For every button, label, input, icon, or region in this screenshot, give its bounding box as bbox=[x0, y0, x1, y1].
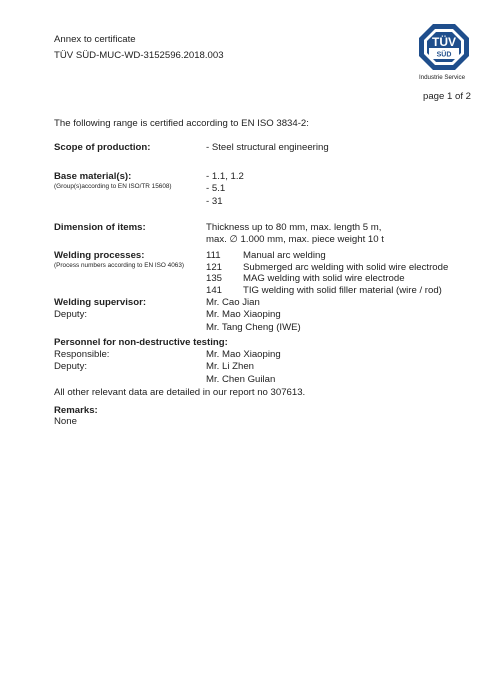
tuv-octagon-icon bbox=[419, 24, 469, 70]
base-material-values bbox=[206, 171, 244, 208]
process-code: 135 bbox=[206, 273, 223, 285]
base-material-item: - 31 bbox=[206, 195, 223, 207]
welding-process-row bbox=[206, 285, 448, 297]
logo-mark-bottom: SÜD bbox=[436, 51, 452, 59]
supervisor-name: Mr. Tang Cheng (IWE) bbox=[206, 321, 301, 333]
ndt-name: Mr. Chen Guilan bbox=[206, 373, 276, 385]
process-code: 111 bbox=[206, 250, 221, 261]
ndt-name: Mr. Li Zhen bbox=[206, 361, 254, 373]
process-code: 121 bbox=[206, 261, 223, 273]
page-number: page 1 of 2 bbox=[423, 91, 472, 102]
ndt-name: Mr. Mao Xiaoping bbox=[206, 349, 281, 360]
process-description: MAG welding with solid wire electrode bbox=[243, 273, 405, 285]
supervisor-name: Mr. Mao Xiaoping bbox=[206, 309, 281, 321]
dimension-values bbox=[206, 222, 384, 247]
logo-mark-top: TÜV bbox=[432, 35, 456, 49]
supervisor-names bbox=[206, 297, 301, 334]
welding-supervisor-label: Welding supervisor: bbox=[54, 297, 147, 308]
base-material-label: Base material(s): bbox=[54, 171, 132, 182]
welding-processes-note: (Process numbers according to EN ISO 4063) bbox=[54, 262, 185, 269]
tuv-logo bbox=[419, 24, 469, 82]
base-material-item: - 1.1, 1.2 bbox=[206, 171, 244, 182]
supervisor-deputy-label: Deputy: bbox=[54, 309, 88, 320]
dimension-line: max. ∅ 1.000 mm, max. piece weight 10 t bbox=[206, 234, 384, 246]
base-material-note: (Group(s)according to EN ISO/TR 15608) bbox=[54, 183, 172, 190]
scope-value: - Steel structural engineering bbox=[206, 142, 329, 153]
welding-processes-label: Welding processes: bbox=[54, 250, 145, 261]
logo-caption: Industrie Service bbox=[418, 74, 466, 81]
base-material-item: - 5.1 bbox=[206, 183, 226, 195]
supervisor-name: Mr. Cao Jian bbox=[206, 297, 260, 308]
welding-process-row bbox=[206, 273, 448, 285]
remarks-label: Remarks: bbox=[54, 405, 98, 416]
ndt-personnel-label: Personnel for non-destructive testing: bbox=[54, 337, 228, 348]
welding-process-list bbox=[206, 250, 448, 296]
ndt-names bbox=[206, 349, 281, 386]
remarks-value: None bbox=[54, 416, 77, 427]
annex-title: Annex to certificate bbox=[54, 34, 136, 45]
intro-text: The following range is certified according to EN ISO 3834-2: bbox=[54, 118, 309, 129]
welding-process-row bbox=[206, 262, 448, 274]
scope-label: Scope of production: bbox=[54, 142, 151, 153]
certificate-number: TÜV SÜD-MUC-WD-3152596.2018.003 bbox=[54, 50, 224, 61]
ndt-responsible-label: Responsible: bbox=[54, 349, 110, 360]
process-description: Submerged arc welding with solid wire electrode bbox=[243, 261, 449, 273]
process-description: TIG welding with solid filler material (wire / rod) bbox=[243, 284, 442, 296]
dimension-label: Dimension of items: bbox=[54, 222, 146, 233]
process-description: Manual arc welding bbox=[243, 250, 326, 261]
dimension-line: Thickness up to 80 mm, max. length 5 m, bbox=[206, 222, 382, 233]
process-code: 141 bbox=[206, 284, 223, 296]
ndt-deputy-label: Deputy: bbox=[54, 361, 88, 372]
other-data-note: All other relevant data are detailed in our report no 307613. bbox=[54, 387, 306, 398]
welding-process-row bbox=[206, 250, 448, 262]
